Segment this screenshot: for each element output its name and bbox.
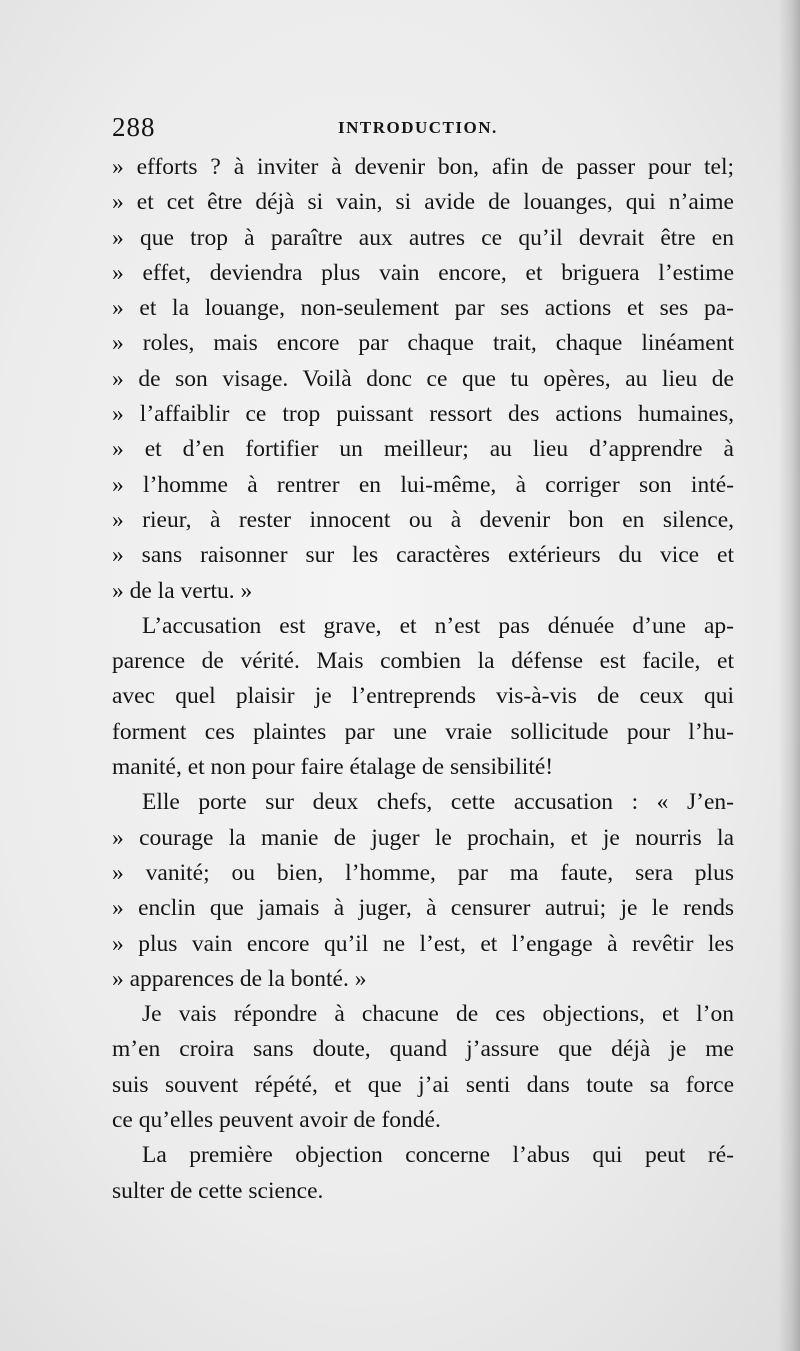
page-number: 288	[112, 112, 156, 142]
text-body	[112, 150, 734, 1209]
text-line-content: » l’homme à rentrer en lui-même, à corriger son inté-	[112, 471, 734, 498]
text-line	[112, 362, 734, 397]
text-line	[112, 1032, 734, 1067]
text-line-content: » apparences de la bonté. »	[112, 965, 367, 992]
text-line-content: ce qu’elles peuvent avoir de fondé.	[112, 1107, 441, 1134]
page-header	[112, 112, 712, 152]
text-line	[112, 821, 734, 856]
text-line	[112, 997, 734, 1032]
text-line	[112, 503, 734, 538]
text-line	[112, 397, 734, 432]
text-line	[112, 962, 734, 997]
text-line-content: » l’affaiblir ce trop puissant ressort des actions humaines,	[112, 401, 734, 428]
text-line	[112, 750, 734, 785]
text-line-content: La première objection concerne l’abus qui peut ré-	[142, 1142, 734, 1169]
text-line-content: Je vais répondre à chacune de ces objections, et l’on	[142, 1001, 734, 1028]
text-line-content: » de son visage. Voilà donc ce que tu opères, au lieu de	[112, 365, 734, 392]
text-line	[112, 150, 734, 185]
text-line-content: L’accusation est grave, et n’est pas dénuée d’une ap-	[142, 612, 734, 639]
text-line-content: » efforts ? à inviter à devenir bon, afin de passer pour tel;	[112, 154, 734, 180]
text-line-content: » que trop à paraître aux autres ce qu’il devrait être en	[112, 224, 734, 251]
text-line	[112, 326, 734, 361]
text-line	[112, 644, 734, 679]
text-line	[112, 715, 734, 750]
text-line	[112, 1068, 734, 1103]
text-line-content: » roles, mais encore par chaque trait, chaque linéament	[112, 330, 734, 357]
text-line-content: avec quel plaisir je l’entreprends vis-à-vis de ceux qui	[112, 683, 734, 710]
text-line	[112, 1174, 734, 1209]
text-line	[112, 1103, 734, 1138]
text-line-content: parence de vérité. Mais combien la défense est facile, et	[112, 648, 734, 675]
text-line-content: » et d’en fortifier un meilleur; au lieu d’apprendre à	[112, 436, 734, 463]
text-line	[112, 609, 734, 644]
text-line-content: sulter de cette science.	[112, 1177, 324, 1204]
text-line	[112, 221, 734, 256]
text-line	[112, 891, 734, 926]
text-line-content: » sans raisonner sur les caractères extérieurs du vice et	[112, 542, 734, 569]
text-line	[112, 856, 734, 891]
text-line	[112, 185, 734, 220]
text-line	[112, 679, 734, 714]
text-line	[112, 785, 734, 820]
running-head: INTRODUCTION.	[338, 118, 498, 137]
text-line	[112, 291, 734, 326]
text-line-content: m’en croira sans doute, quand j’assure que déjà je me	[112, 1036, 734, 1063]
text-line-content: forment ces plaintes par une vraie sollicitude pour l’hu-	[112, 718, 734, 745]
text-line	[112, 538, 734, 573]
text-line-content: » rieur, à rester innocent ou à devenir bon en silence,	[112, 506, 734, 533]
text-line-content: » courage la manie de juger le prochain, et je nourris la	[112, 824, 734, 851]
text-line-content: » de la vertu. »	[112, 577, 253, 604]
text-line-content: suis souvent répété, et que j’ai senti dans toute sa force	[112, 1071, 734, 1098]
text-line	[112, 432, 734, 467]
text-line-content: » effet, deviendra plus vain encore, et briguera l’estime	[112, 259, 734, 286]
text-line-content: » plus vain encore qu’il ne l’est, et l’engage à revêtir les	[112, 930, 734, 957]
text-line	[112, 256, 734, 291]
text-line-content: » et la louange, non-seulement par ses actions et ses pa-	[112, 295, 734, 322]
text-line-content: » vanité; ou bien, l’homme, par ma faute, sera plus	[112, 859, 734, 886]
text-line-content: » enclin que jamais à juger, à censurer autrui; je le rends	[112, 895, 734, 922]
text-line	[112, 468, 734, 503]
text-line	[112, 1138, 734, 1173]
text-line-content: » et cet être déjà si vain, si avide de louanges, qui n’aime	[112, 189, 734, 216]
text-line-content: Elle porte sur deux chefs, cette accusation : « J’en-	[142, 789, 734, 816]
text-line	[112, 927, 734, 962]
page-edge-shadow	[778, 0, 800, 1351]
text-line	[112, 574, 734, 609]
text-line-content: manité, et non pour faire étalage de sensibilité!	[112, 754, 554, 781]
